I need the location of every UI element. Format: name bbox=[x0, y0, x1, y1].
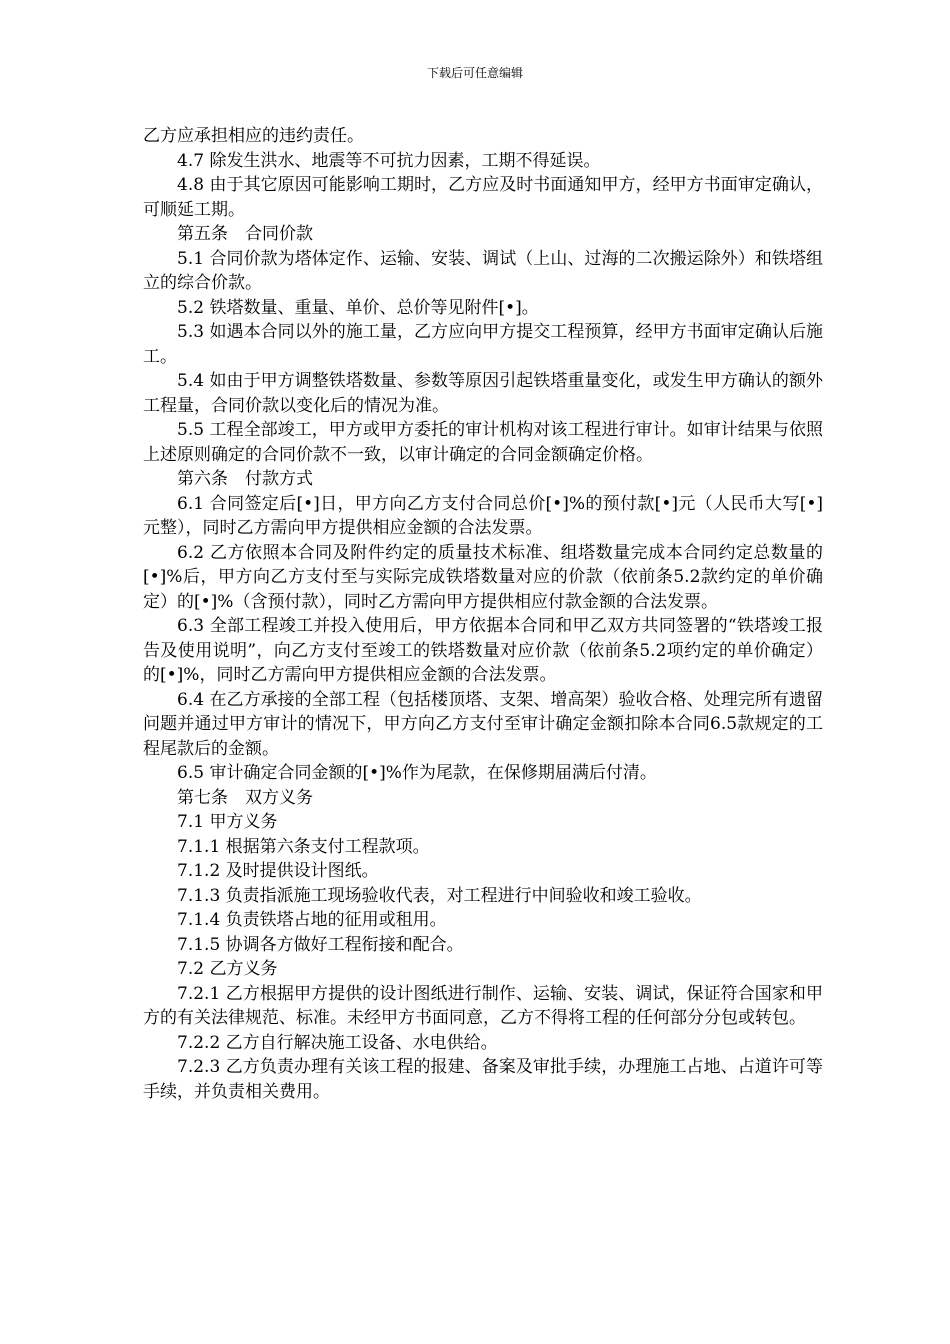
clause-6-4: 6.4 在乙方承接的全部工程（包括楼顶塔、支架、增高架）验收合格、处理完所有遗留问题并通过甲方审计的情况下，甲方向乙方支付至审计确定金额扣除本合同6.5款规定的工程尾款后的金额。 bbox=[143, 689, 823, 759]
clause-7-1-4: 7.1.4 负责铁塔占地的征用或租用。 bbox=[177, 910, 447, 930]
clause-5-4: 5.4 如由于甲方调整铁塔数量、参数等原因引起铁塔重量变化，或发生甲方确认的额外工程量，合同价款以变化后的情况为准。 bbox=[143, 371, 823, 416]
clause-7-1: 7.1 甲方义务 bbox=[177, 812, 278, 832]
clause-7-1-1: 7.1.1 根据第六条支付工程款项。 bbox=[177, 836, 430, 857]
clause-5-2: 5.2 铁塔数量、重量、单价、总价等见附件[•]。 bbox=[177, 297, 539, 318]
article-5-heading: 第五条 合同价款 bbox=[177, 224, 313, 244]
clause-5-3: 5.3 如遇本合同以外的施工量，乙方应向甲方提交工程预算，经甲方书面审定确认后施工。 bbox=[143, 322, 823, 367]
document-body bbox=[143, 124, 823, 1104]
page-header: 下载后可任意编辑 bbox=[426, 66, 523, 80]
paragraph: 乙方应承担相应的违约责任。 bbox=[143, 126, 364, 146]
clause-6-2: 6.2 乙方依照本合同及附件约定的质量技术标准、组塔数量完成本合同约定总数量的[•]%后，甲方向乙方支付至与实际完成铁塔数量对应的价款（依前条5.2款约定的单价确定）的[•]%（含预付款），同时乙方需向甲方提供相应付款金额的合法发票。 bbox=[143, 542, 823, 612]
clause-6-3: 6.3 全部工程竣工并投入使用后，甲方依据本合同和甲乙双方共同签署的“铁塔竣工报告及使用说明”，向乙方支付至竣工的铁塔数量对应价款（依前条5.2项约定的单价确定）的[•]%，同时乙方需向甲方提供相应金额的合法发票。 bbox=[143, 616, 823, 685]
clause-7-1-5: 7.1.5 协调各方做好工程衔接和配合。 bbox=[177, 934, 464, 955]
article-6-heading: 第六条 付款方式 bbox=[177, 469, 313, 489]
clause-4-8: 4.8 由于其它原因可能影响工期时，乙方应及时书面通知甲方，经甲方书面审定确认，可顺延工期。 bbox=[143, 175, 823, 220]
clause-7-2-3: 7.2.3 乙方负责办理有关该工程的报建、备案及审批手续，办理施工占地、占道许可等手续，并负责相关费用。 bbox=[143, 1057, 823, 1102]
clause-7-2: 7.2 乙方义务 bbox=[177, 959, 278, 979]
clause-7-2-1: 7.2.1 乙方根据甲方提供的设计图纸进行制作、运输、安装、调试，保证符合国家和甲方的有关法律规范、标准。未经甲方书面同意，乙方不得将工程的任何部分分包或转包。 bbox=[143, 983, 823, 1028]
clause-4-7: 4.7 除发生洪水、地震等不可抗力因素，工期不得延误。 bbox=[177, 150, 601, 171]
article-7-heading: 第七条 双方义务 bbox=[177, 787, 313, 808]
clause-6-1: 6.1 合同签定后[•]日，甲方向乙方支付合同总价[•]%的预付款[•]元（人民币大写[•]元整），同时乙方需向甲方提供相应金额的合法发票。 bbox=[143, 493, 823, 538]
clause-6-5: 6.5 审计确定合同金额的[•]%作为尾款，在保修期届满后付清。 bbox=[177, 763, 657, 783]
clause-7-2-2: 7.2.2 乙方自行解决施工设备、水电供给。 bbox=[177, 1032, 498, 1053]
clause-7-1-2: 7.1.2 及时提供设计图纸。 bbox=[177, 861, 379, 881]
clause-5-5: 5.5 工程全部竣工，甲方或甲方委托的审计机构对该工程进行审计。如审计结果与依照上述原则确定的合同价款不一致，以审计确定的合同金额确定价格。 bbox=[143, 420, 823, 465]
clause-7-1-3: 7.1.3 负责指派施工现场验收代表，对工程进行中间验收和竣工验收。 bbox=[177, 885, 702, 906]
clause-5-1: 5.1 合同价款为塔体定作、运输、安装、调试（上山、过海的二次搬运除外）和铁塔组立的综合价款。 bbox=[143, 248, 823, 293]
